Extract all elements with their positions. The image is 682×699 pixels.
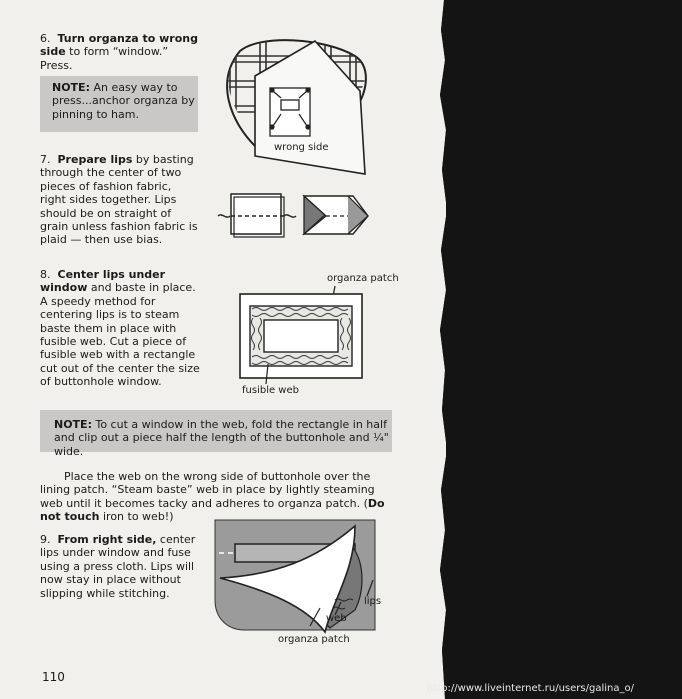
ham-illustration bbox=[215, 36, 375, 176]
organza-patch-label-bottom: organza patch bbox=[278, 634, 350, 645]
note-2: NOTE: To cut a window in the web, fold the rectangle in half and clip out a piece half the length of the buttonhole and ¼" wide. bbox=[40, 410, 392, 452]
step-9: 9. From right side, center lips under window and fuse using a press cloth. Lips will now stay in place without slipping while stitching. bbox=[40, 533, 196, 600]
lips-illustration bbox=[218, 188, 378, 240]
step-6: 6. Turn organza to wrong side to form “window.” Press. bbox=[40, 32, 198, 72]
press-cloth-illustration bbox=[215, 520, 395, 635]
steam-baste-paragraph: Place the web on the wrong side of buttonhole over the lining patch. “Steam baste” web in place by lightly steaming web until it becomes tacky and adheres to organza patch. (Do not touch iron to web!) bbox=[40, 470, 385, 524]
lips-label: lips bbox=[364, 596, 382, 607]
watermark-url: http://www.liveinternet.ru/users/galina_o/ bbox=[427, 683, 634, 694]
web-label: web bbox=[326, 613, 347, 624]
note-1: NOTE: An easy way to press...anchor organza by pinning to ham. bbox=[40, 76, 198, 132]
page-number: 110 bbox=[42, 670, 65, 684]
wrong-side-label: wrong side bbox=[274, 142, 329, 153]
dark-background bbox=[446, 0, 682, 699]
fusible-web-illustration bbox=[236, 284, 366, 394]
step-7: 7. Prepare lips by basting through the center of two pieces of fashion fabric, right sides together. Lips should be on straight of grain unless fashion fabric is plaid — then use bias. bbox=[40, 153, 198, 247]
fusible-web-label: fusible web bbox=[242, 385, 299, 396]
step-8: 8. Center lips under window and baste in place. A speedy method for centering lips is to steam baste them in place with fusible web. Cut a piece of fusible web with a rectangle cut out of the center the size of buttonhole window. bbox=[40, 268, 200, 389]
organza-patch-label-top: organza patch bbox=[327, 273, 399, 284]
